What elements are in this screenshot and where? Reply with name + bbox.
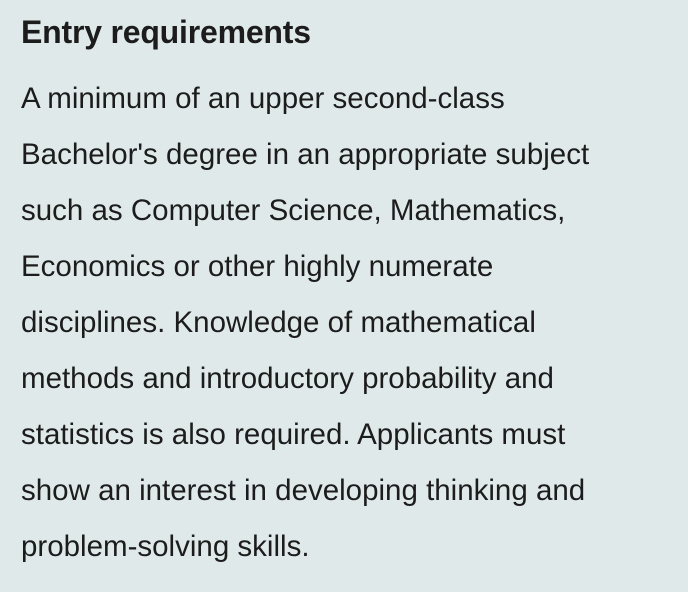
body-line-6: methods and introductory probability and — [21, 362, 554, 395]
entry-requirements-text — [21, 71, 676, 575]
body-line-4: Economics or other highly numerate — [21, 250, 494, 283]
body-line-9: problem-solving skills. — [21, 530, 310, 563]
body-line-1: A minimum of an upper second-class — [21, 82, 505, 115]
body-line-5: disciplines. Knowledge of mathematical — [21, 306, 536, 339]
body-line-3: such as Computer Science, Mathematics, — [21, 194, 566, 227]
body-line-7: statistics is also required. Applicants must — [21, 418, 566, 451]
body-line-2: Bachelor's degree in an appropriate subject — [21, 138, 590, 171]
entry-requirements-heading: Entry requirements — [21, 14, 311, 50]
body-line-8: show an interest in developing thinking and — [21, 474, 586, 507]
